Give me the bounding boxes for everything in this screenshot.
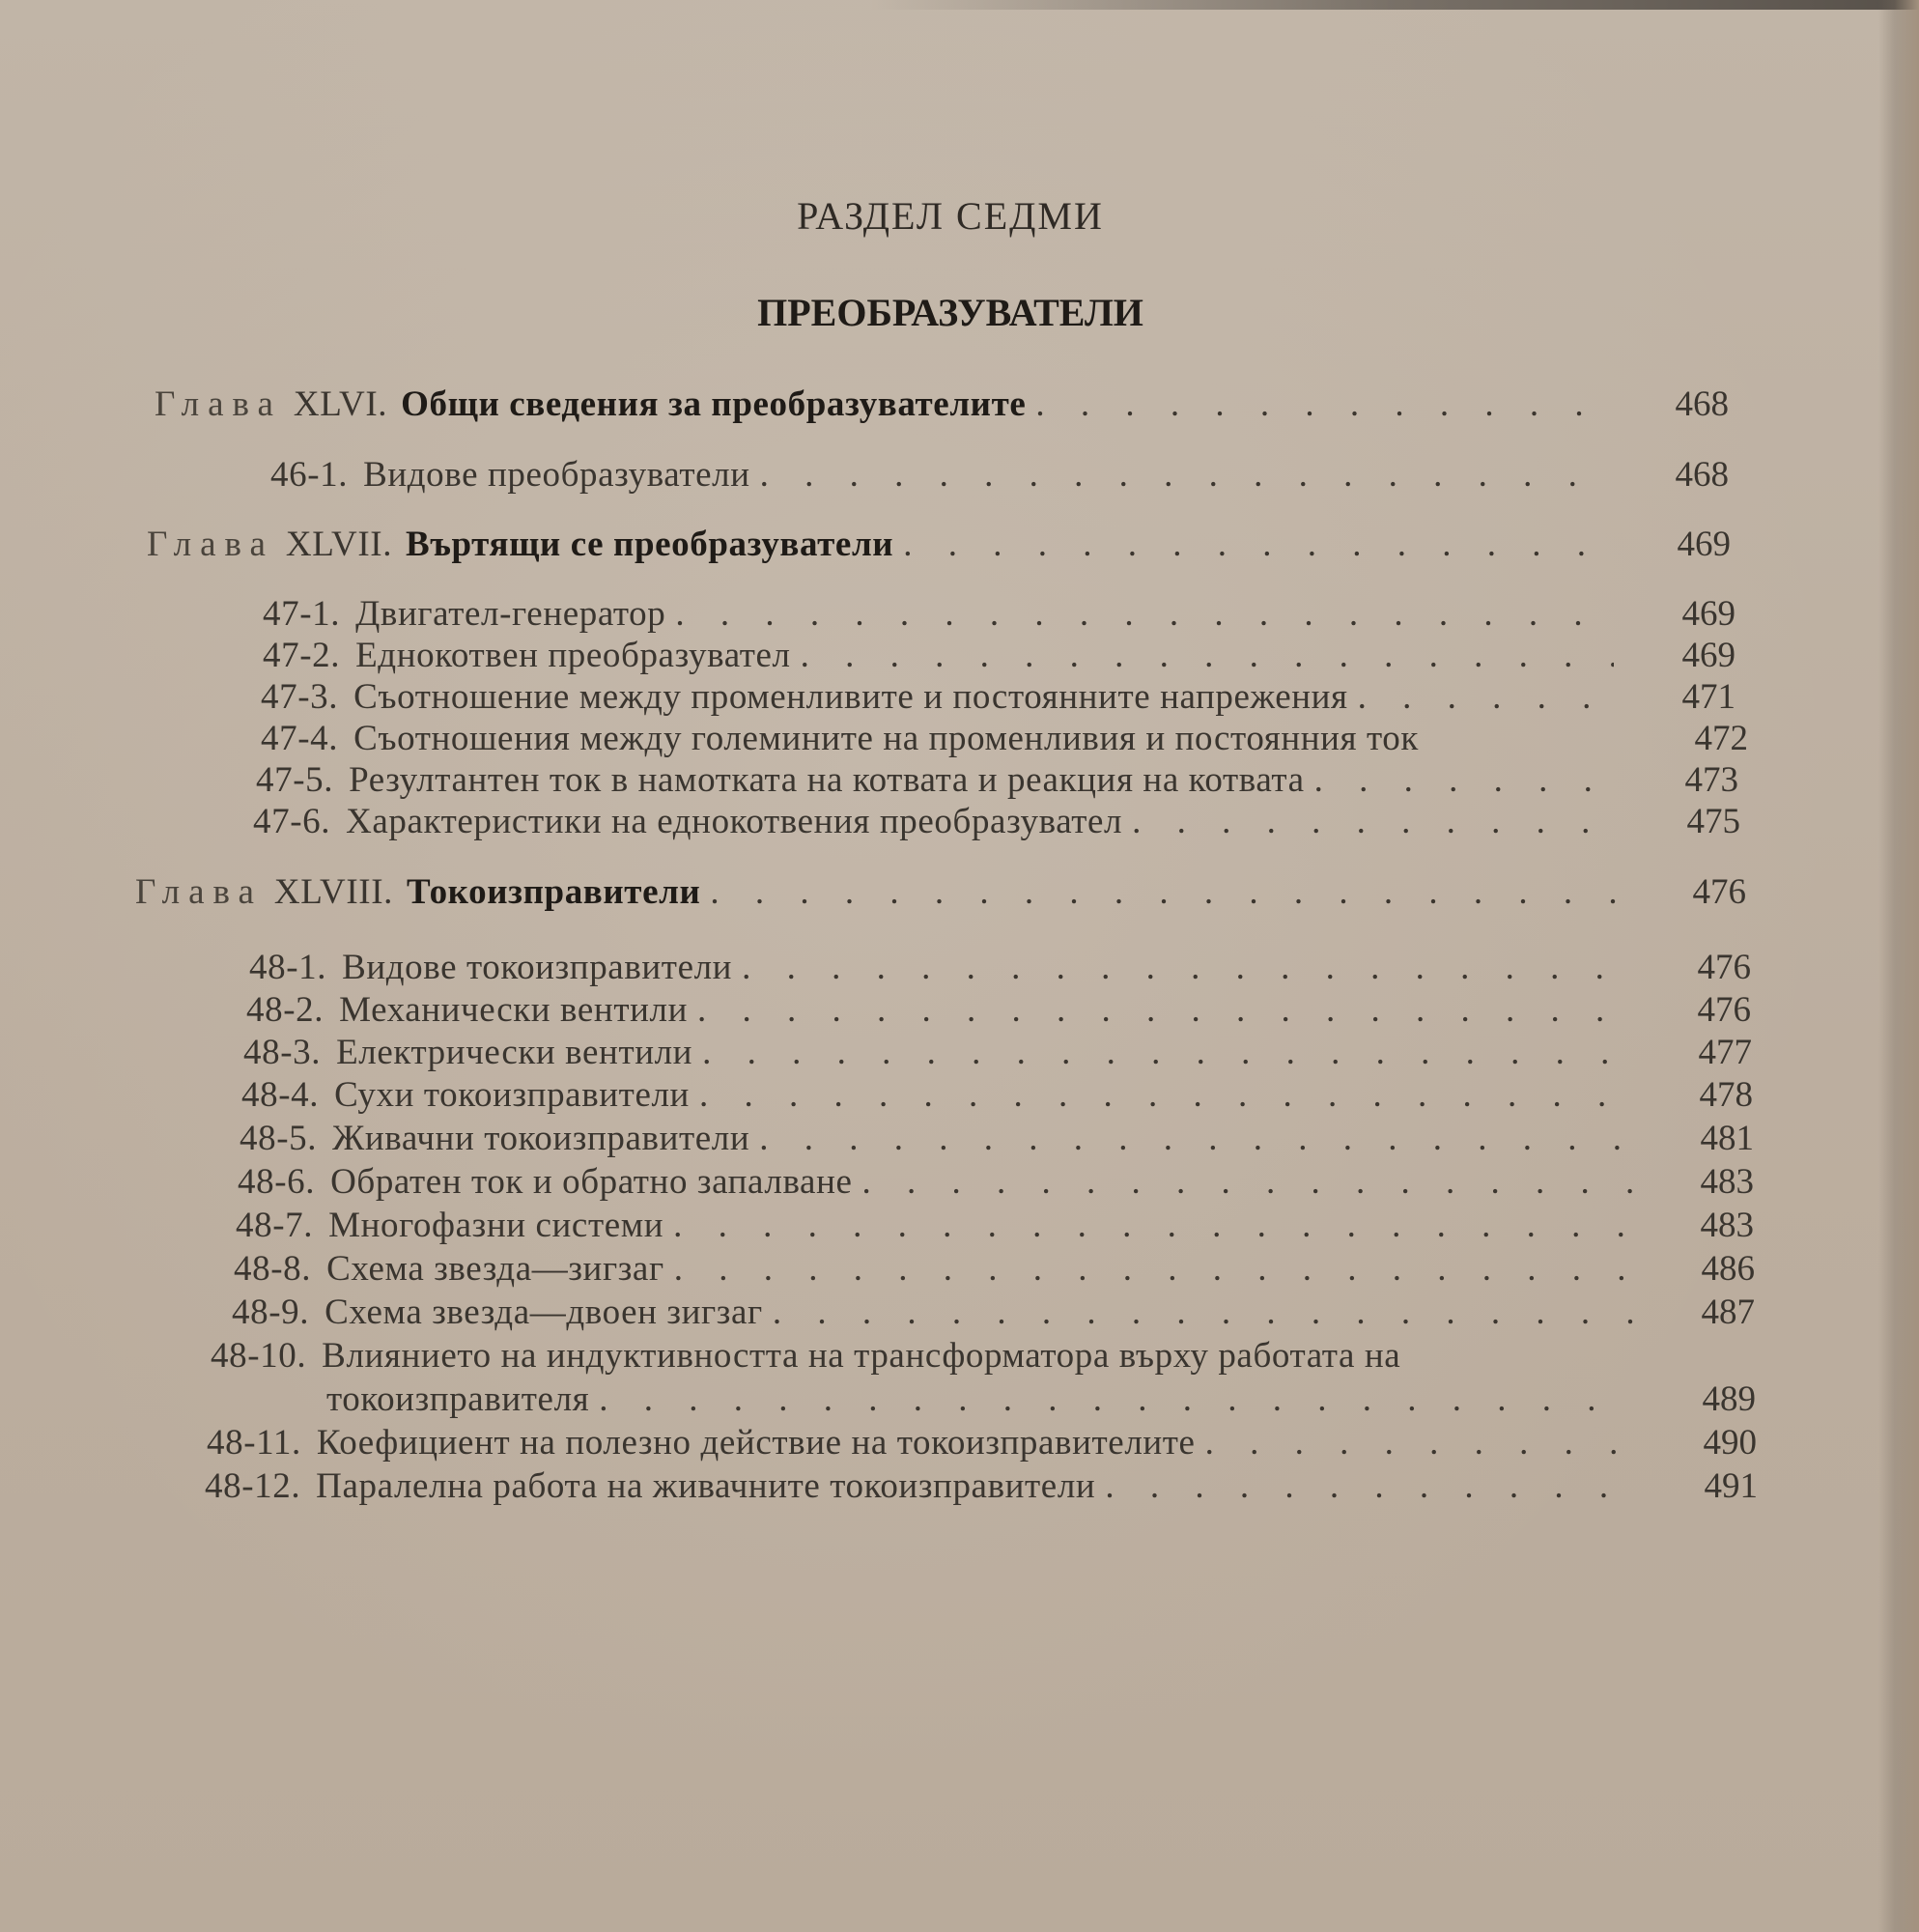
entry-title: Схема звезда—двоен зигзаг bbox=[325, 1293, 763, 1332]
dot-leader bbox=[773, 1292, 1633, 1333]
toc-entry-48-7 bbox=[236, 1205, 1754, 1246]
page-number: 469 bbox=[1677, 525, 1731, 564]
entry-title: Съотношение между променливите и постоянните напрежения bbox=[353, 677, 1348, 717]
dot-leader bbox=[702, 1032, 1630, 1073]
chapter-number: XLVIII. bbox=[273, 872, 393, 912]
section-title: РАЗДЕЛ СЕДМИ bbox=[797, 194, 1104, 238]
page-number: 468 bbox=[1675, 455, 1729, 495]
toc-entry-48-4 bbox=[241, 1074, 1753, 1116]
toc-entry-48-2 bbox=[246, 989, 1751, 1031]
entry-number: 47-2. bbox=[263, 636, 341, 675]
dot-leader bbox=[1105, 1465, 1636, 1507]
dot-leader bbox=[862, 1161, 1633, 1203]
entry-title: Механически вентили bbox=[339, 990, 688, 1030]
dot-leader bbox=[673, 1205, 1632, 1246]
entry-number: 48-2. bbox=[246, 990, 325, 1030]
dot-leader bbox=[760, 454, 1607, 496]
entry-title: Схема звезда—зигзаг bbox=[326, 1249, 664, 1289]
chapter-title: Токоизправители bbox=[406, 872, 701, 912]
entry-number: 47-6. bbox=[253, 802, 331, 841]
entry-title: Характеристики на еднокотвения преобразувател bbox=[346, 802, 1123, 841]
entry-number: 48-3. bbox=[243, 1033, 322, 1072]
toc-entry-47-4 bbox=[261, 718, 1748, 759]
entry-title: Видове токоизправители bbox=[342, 948, 733, 987]
entry-title: Сухи токоизправители bbox=[334, 1075, 690, 1115]
page-number: 469 bbox=[1681, 594, 1736, 634]
page-number: 468 bbox=[1675, 384, 1729, 424]
page-number: 471 bbox=[1681, 677, 1736, 717]
entry-title: Обратен ток и обратно запалване bbox=[330, 1162, 853, 1202]
entry-number: 48-12. bbox=[205, 1466, 301, 1506]
entry-number: 47-1. bbox=[263, 594, 341, 634]
toc-entry-47-5 bbox=[256, 759, 1738, 801]
page-number: 481 bbox=[1700, 1119, 1754, 1158]
entry-number: 47-4. bbox=[261, 719, 339, 758]
dot-leader bbox=[759, 1118, 1632, 1159]
entry-title: Резултантен ток в намотката на котвата и реакция на котвата bbox=[349, 760, 1305, 800]
page-number: 469 bbox=[1681, 636, 1736, 675]
dot-leader bbox=[801, 635, 1614, 676]
page-number: 476 bbox=[1697, 990, 1751, 1030]
entry-number: 48-5. bbox=[240, 1119, 318, 1158]
dot-leader bbox=[599, 1378, 1634, 1420]
page-number: 489 bbox=[1702, 1379, 1756, 1419]
toc-entry-48-5 bbox=[240, 1118, 1754, 1159]
part-title: ПРЕОБРАЗУВАТЕЛИ bbox=[757, 291, 1143, 334]
entry-number: 47-3. bbox=[261, 677, 339, 717]
dot-leader bbox=[1132, 801, 1619, 842]
toc-entry-48-10 bbox=[211, 1335, 1659, 1377]
dot-leader bbox=[675, 593, 1614, 635]
entry-title: Електрически вентили bbox=[336, 1033, 693, 1072]
entry-title: Видове преобразуватели bbox=[363, 455, 750, 495]
toc-entry-47-2 bbox=[263, 635, 1736, 676]
toc-entry-47-3 bbox=[261, 676, 1736, 718]
entry-number: 48-4. bbox=[241, 1075, 320, 1115]
dot-leader bbox=[1035, 384, 1607, 425]
page-number: 477 bbox=[1698, 1033, 1752, 1072]
chapter-prefix: Глава bbox=[147, 525, 274, 564]
page-number: 476 bbox=[1692, 872, 1746, 912]
dot-leader bbox=[903, 524, 1609, 565]
page-number: 483 bbox=[1700, 1162, 1754, 1202]
entry-number: 48-11. bbox=[207, 1423, 301, 1463]
toc-entry-47-6 bbox=[253, 801, 1740, 842]
page-number: 478 bbox=[1699, 1075, 1753, 1115]
page-number: 490 bbox=[1703, 1423, 1757, 1463]
toc-chapter-48 bbox=[135, 871, 1746, 913]
entry-number: 47-5. bbox=[256, 760, 334, 800]
toc-entry-48-8 bbox=[234, 1248, 1755, 1290]
toc-entry-48-6 bbox=[238, 1161, 1754, 1203]
entry-title: Двигател-генератор bbox=[355, 594, 666, 634]
toc-chapter-46 bbox=[155, 384, 1729, 425]
page-number: 491 bbox=[1704, 1466, 1758, 1506]
dot-leader bbox=[1358, 676, 1614, 718]
chapter-title: Въртящи се преобразуватели bbox=[406, 525, 894, 564]
page-number: 486 bbox=[1701, 1249, 1755, 1289]
entry-number: 48-6. bbox=[238, 1162, 316, 1202]
toc-entry-48-10-cont bbox=[326, 1378, 1756, 1420]
entry-title: Живачни токоизправители bbox=[332, 1119, 750, 1158]
page-number: 473 bbox=[1684, 760, 1738, 800]
page-number: 476 bbox=[1697, 948, 1751, 987]
toc-entry-48-12 bbox=[205, 1465, 1758, 1507]
toc-entry-46-1 bbox=[270, 454, 1729, 496]
entry-number: 48-7. bbox=[236, 1206, 314, 1245]
page-number: 472 bbox=[1694, 719, 1748, 758]
dot-leader bbox=[697, 989, 1629, 1031]
toc-entry-48-1 bbox=[249, 947, 1751, 988]
page-number: 487 bbox=[1701, 1293, 1755, 1332]
entry-title: Многофазни системи bbox=[328, 1206, 664, 1245]
toc-entry-48-11 bbox=[207, 1422, 1757, 1463]
chapter-title: Общи сведения за преобразувателите bbox=[401, 384, 1027, 424]
entry-title: Паралелна работа на живачните токоизправители bbox=[316, 1466, 1096, 1506]
dot-leader bbox=[1205, 1422, 1635, 1463]
entry-number: 48-10. bbox=[211, 1336, 307, 1376]
page-top-edge-shadow bbox=[869, 0, 1919, 10]
entry-title-line2: токоизправителя bbox=[326, 1379, 590, 1419]
dot-leader bbox=[710, 871, 1624, 913]
dot-leader bbox=[699, 1074, 1631, 1116]
dot-leader bbox=[674, 1248, 1633, 1290]
chapter-prefix: Глава bbox=[135, 872, 263, 912]
entry-title: Еднокотвен преобразувател bbox=[355, 636, 791, 675]
entry-title: Съотношения между големините на променливия и постоянния ток bbox=[353, 719, 1419, 758]
page-number: 475 bbox=[1686, 802, 1740, 841]
toc-entry-48-9 bbox=[232, 1292, 1755, 1333]
entry-number: 48-9. bbox=[232, 1293, 310, 1332]
entry-title: Коефициент на полезно действие на токоизправителите bbox=[316, 1423, 1196, 1463]
dot-leader bbox=[742, 947, 1629, 988]
toc-chapter-47 bbox=[147, 524, 1731, 565]
entry-number: 46-1. bbox=[270, 455, 349, 495]
entry-number: 48-1. bbox=[249, 948, 327, 987]
chapter-number: XLVII. bbox=[285, 525, 393, 564]
toc-entry-47-1 bbox=[263, 593, 1736, 635]
page-number: 483 bbox=[1700, 1206, 1754, 1245]
dot-leader bbox=[1314, 759, 1617, 801]
chapter-prefix: Глава bbox=[155, 384, 282, 424]
entry-title-line1: Влиянието на индуктивността на трансформатора върху работата на bbox=[322, 1336, 1401, 1376]
chapter-number: XLVI. bbox=[293, 384, 388, 424]
toc-entry-48-3 bbox=[243, 1032, 1752, 1073]
entry-number: 48-8. bbox=[234, 1249, 312, 1289]
